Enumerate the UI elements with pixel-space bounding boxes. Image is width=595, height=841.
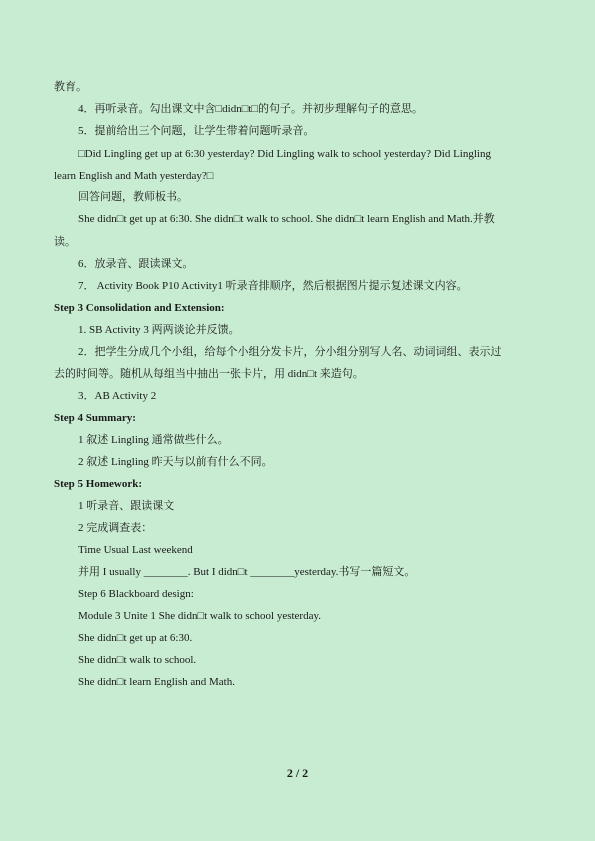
text-line: 教育。 (54, 81, 87, 93)
text-line: 读。 (54, 236, 76, 248)
text-line: 7． Activity Book P10 Activity1 听录音排顺序，然后根据图片提示复述课文内容。 (78, 280, 468, 292)
section-heading: Step 5 Homework: (54, 478, 142, 490)
text-line: She didn□t walk to school. (78, 654, 197, 666)
text-line: 去的时间等。随机从每组当中抽出一张卡片，用 didn□t 来造句。 (54, 368, 364, 380)
text-line: 4．再听录音。勾出课文中含□didn□t□的句子。并初步理解句子的意思。 (78, 103, 424, 115)
text-line: Step 6 Blackboard design: (78, 588, 194, 600)
page-number: 2 / 2 (286, 766, 309, 780)
text-line: 3．AB Activity 2 (78, 390, 157, 402)
text-line: Time Usual Last weekend (78, 544, 193, 556)
text-line: 1. SB Activity 3 两两谈论并反馈。 (78, 324, 240, 336)
text-line: 6．放录音、跟读课文。 (78, 258, 194, 270)
text-line: She didn□t get up at 6:30. She didn□t walk to school. She didn□t learn English and Math.并教 (78, 213, 495, 225)
text-line: □Did Lingling get up at 6:30 yesterday? Did Lingling walk to school yesterday? Did Lingling (78, 148, 491, 160)
text-line: 2 完成调查表： (78, 522, 153, 534)
text-line: learn English and Math yesterday?□ (54, 170, 214, 182)
section-heading: Step 3 Consolidation and Extension: (54, 302, 225, 314)
text-line: 并用 I usually ________. But I didn□t ________yesterday.书写一篇短文。 (78, 566, 416, 578)
text-line: 1 听录音、跟读课文 (78, 500, 175, 512)
text-line: 2．把学生分成几个小组，给每个小组分发卡片，分小组分别写人名、动词词组、表示过 (78, 346, 502, 358)
section-heading: Step 4 Summary: (54, 412, 136, 424)
text-line: 5．提前给出三个问题，让学生带着问题听录音。 (78, 125, 315, 137)
text-line: 回答问题，教师板书。 (78, 191, 188, 203)
text-line: She didn□t learn English and Math. (78, 676, 235, 688)
text-line: 1 叙述 Lingling 通常做些什么。 (78, 434, 229, 446)
text-line: She didn□t get up at 6:30. (78, 632, 193, 644)
text-line: 2 叙述 Lingling 昨天与以前有什么不同。 (78, 456, 273, 468)
text-line: Module 3 Unite 1 She didn□t walk to school yesterday. (78, 610, 322, 622)
